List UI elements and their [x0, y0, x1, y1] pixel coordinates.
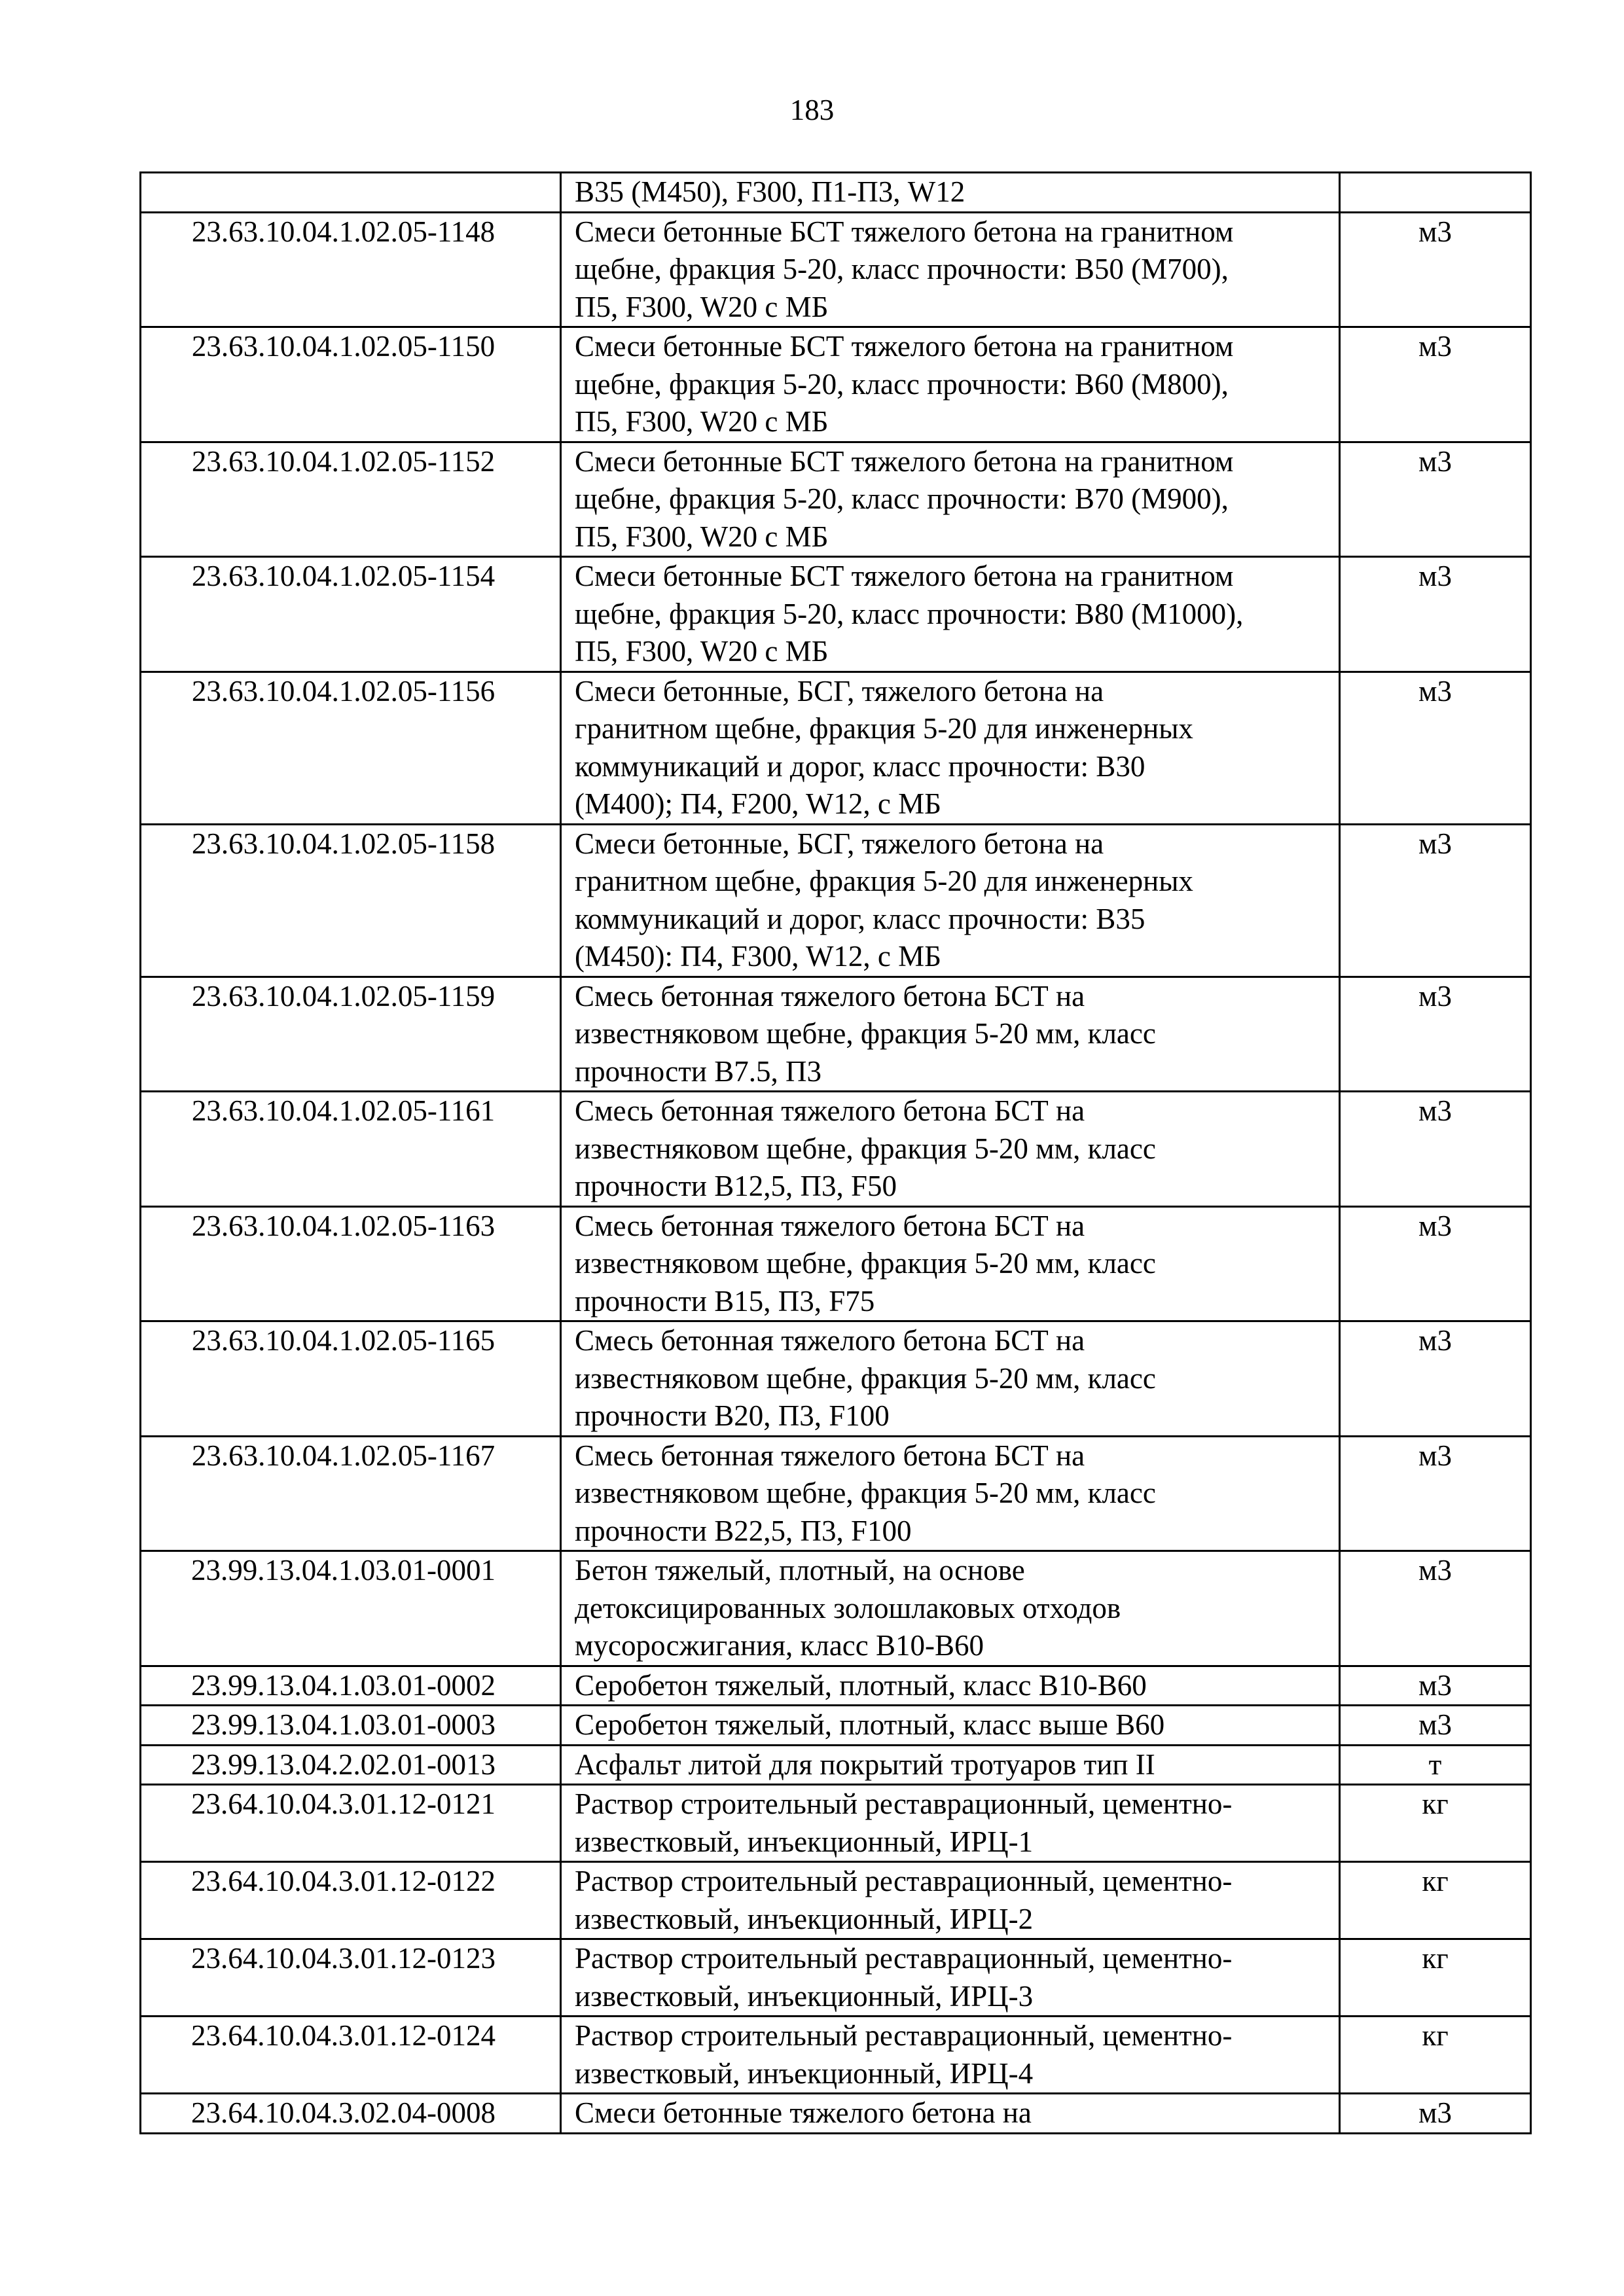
- resource-name: Смесь бетонная тяжелого бетона БСТ на известняковом щебне, фракция 5-20 мм, класс прочности B12,5, П3, F50: [561, 1092, 1340, 1207]
- resource-name: Серобетон тяжелый, плотный, класс выше B60: [561, 1706, 1340, 1746]
- resource-code: 23.63.10.04.1.02.05-1148: [141, 212, 561, 327]
- resource-code: 23.63.10.04.1.02.05-1154: [141, 557, 561, 672]
- table-row: [141, 2017, 1531, 2094]
- resource-code: 23.64.10.04.3.01.12-0122: [141, 1862, 561, 1939]
- resource-unit: м3: [1340, 1551, 1531, 1666]
- resource-code: 23.99.13.04.1.03.01-0003: [141, 1706, 561, 1746]
- resource-unit: м3: [1340, 1321, 1531, 1437]
- resource-code: 23.63.10.04.1.02.05-1156: [141, 672, 561, 824]
- resource-code: 23.99.13.04.1.03.01-0001: [141, 1551, 561, 1666]
- resource-unit: т: [1340, 1745, 1531, 1785]
- resource-name: Раствор строительный реставрационный, цементно- известковый, инъекционный, ИРЦ-1: [561, 1785, 1340, 1862]
- resource-code: 23.64.10.04.3.01.12-0123: [141, 1939, 561, 2017]
- resource-unit: кг: [1340, 1785, 1531, 1862]
- resource-unit: м3: [1340, 327, 1531, 442]
- table-row: [141, 824, 1531, 977]
- resource-name: Раствор строительный реставрационный, цементно- известковый, инъекционный, ИРЦ-4: [561, 2017, 1340, 2094]
- resource-name: B35 (M450), F300, П1-П3, W12: [561, 173, 1340, 213]
- resource-unit: м3: [1340, 977, 1531, 1092]
- resource-name: Смеси бетонные БСТ тяжелого бетона на гранитном щебне, фракция 5-20, класс прочности: B60 (M800), П5, F300, W20 с МБ: [561, 327, 1340, 442]
- resource-name: Смеси бетонные БСТ тяжелого бетона на гранитном щебне, фракция 5-20, класс прочности: B80 (M1000), П5, F300, W20 с МБ: [561, 557, 1340, 672]
- resource-code: 23.99.13.04.2.02.01-0013: [141, 1745, 561, 1785]
- table-row: [141, 1092, 1531, 1207]
- table-row: [141, 1785, 1531, 1862]
- table-row: [141, 1862, 1531, 1939]
- resource-name: Смеси бетонные, БСГ, тяжелого бетона на гранитном щебне, фракция 5-20 для инженерных коммуникаций и дорог, класс прочности: B30 (M400); П4, F200, W12, с МБ: [561, 672, 1340, 824]
- resource-unit: м3: [1340, 1666, 1531, 1706]
- resource-code: 23.63.10.04.1.02.05-1150: [141, 327, 561, 442]
- resource-name: Смесь бетонная тяжелого бетона БСТ на известняковом щебне, фракция 5-20 мм, класс прочности B22,5, П3, F100: [561, 1436, 1340, 1551]
- resource-unit: м3: [1340, 672, 1531, 824]
- resource-name: Бетон тяжелый, плотный, на основе детоксицированных золошлаковых отходов мусоросжигания, класс B10-B60: [561, 1551, 1340, 1666]
- resource-unit: м3: [1340, 442, 1531, 557]
- table-row: [141, 173, 1531, 213]
- resource-code: [141, 173, 561, 213]
- resource-code: 23.63.10.04.1.02.05-1167: [141, 1436, 561, 1551]
- resource-code: 23.63.10.04.1.02.05-1165: [141, 1321, 561, 1437]
- resource-unit: м3: [1340, 557, 1531, 672]
- resource-name: Смесь бетонная тяжелого бетона БСТ на известняковом щебне, фракция 5-20 мм, класс прочности B7.5, П3: [561, 977, 1340, 1092]
- resource-unit: м3: [1340, 2094, 1531, 2134]
- table-row: [141, 1939, 1531, 2017]
- resource-code: 23.63.10.04.1.02.05-1163: [141, 1206, 561, 1321]
- table-row: [141, 557, 1531, 672]
- table-row: [141, 1551, 1531, 1666]
- resource-unit: м3: [1340, 1092, 1531, 1207]
- table-row: [141, 977, 1531, 1092]
- resource-unit: м3: [1340, 1706, 1531, 1746]
- table-row: [141, 1436, 1531, 1551]
- resource-unit: м3: [1340, 212, 1531, 327]
- resource-table-body: [141, 173, 1531, 2134]
- resource-name: Раствор строительный реставрационный, цементно- известковый, инъекционный, ИРЦ-3: [561, 1939, 1340, 2017]
- resource-name: Смеси бетонные БСТ тяжелого бетона на гранитном щебне, фракция 5-20, класс прочности: B50 (M700), П5, F300, W20 с МБ: [561, 212, 1340, 327]
- resource-unit: м3: [1340, 824, 1531, 977]
- table-row: [141, 442, 1531, 557]
- resource-name: Смесь бетонная тяжелого бетона БСТ на известняковом щебне, фракция 5-20 мм, класс прочности B20, П3, F100: [561, 1321, 1340, 1437]
- resource-name: Смеси бетонные БСТ тяжелого бетона на гранитном щебне, фракция 5-20, класс прочности: B70 (M900), П5, F300, W20 с МБ: [561, 442, 1340, 557]
- resource-code: 23.64.10.04.3.01.12-0124: [141, 2017, 561, 2094]
- resource-code: 23.64.10.04.3.02.04-0008: [141, 2094, 561, 2134]
- resource-name: Серобетон тяжелый, плотный, класс B10-B60: [561, 1666, 1340, 1706]
- resource-unit: кг: [1340, 2017, 1531, 2094]
- resource-code: 23.64.10.04.3.01.12-0121: [141, 1785, 561, 1862]
- table-row: [141, 672, 1531, 824]
- resource-unit: кг: [1340, 1939, 1531, 2017]
- resource-table: [139, 171, 1532, 2134]
- table-row: [141, 1706, 1531, 1746]
- resource-name: Раствор строительный реставрационный, цементно- известковый, инъекционный, ИРЦ-2: [561, 1862, 1340, 1939]
- resource-unit: м3: [1340, 1206, 1531, 1321]
- resource-code: 23.63.10.04.1.02.05-1152: [141, 442, 561, 557]
- page-number: 183: [789, 94, 835, 126]
- table-row: [141, 2094, 1531, 2134]
- table-row: [141, 327, 1531, 442]
- table-row: [141, 1745, 1531, 1785]
- resource-code: 23.63.10.04.1.02.05-1159: [141, 977, 561, 1092]
- resource-unit: кг: [1340, 1862, 1531, 1939]
- table-row: [141, 212, 1531, 327]
- table-row: [141, 1206, 1531, 1321]
- resource-code: 23.63.10.04.1.02.05-1158: [141, 824, 561, 977]
- resource-name: Смеси бетонные, БСГ, тяжелого бетона на гранитном щебне, фракция 5-20 для инженерных коммуникаций и дорог, класс прочности: B35 (M450): П4, F300, W12, с МБ: [561, 824, 1340, 977]
- resource-name: Смеси бетонные тяжелого бетона на: [561, 2094, 1340, 2134]
- table-row: [141, 1321, 1531, 1437]
- resource-unit: м3: [1340, 1436, 1531, 1551]
- resource-code: 23.99.13.04.1.03.01-0002: [141, 1666, 561, 1706]
- resource-unit: [1340, 173, 1531, 213]
- resource-code: 23.63.10.04.1.02.05-1161: [141, 1092, 561, 1207]
- table-row: [141, 1666, 1531, 1706]
- resource-name: Асфальт литой для покрытий тротуаров тип II: [561, 1745, 1340, 1785]
- resource-name: Смесь бетонная тяжелого бетона БСТ на известняковом щебне, фракция 5-20 мм, класс прочности B15, П3, F75: [561, 1206, 1340, 1321]
